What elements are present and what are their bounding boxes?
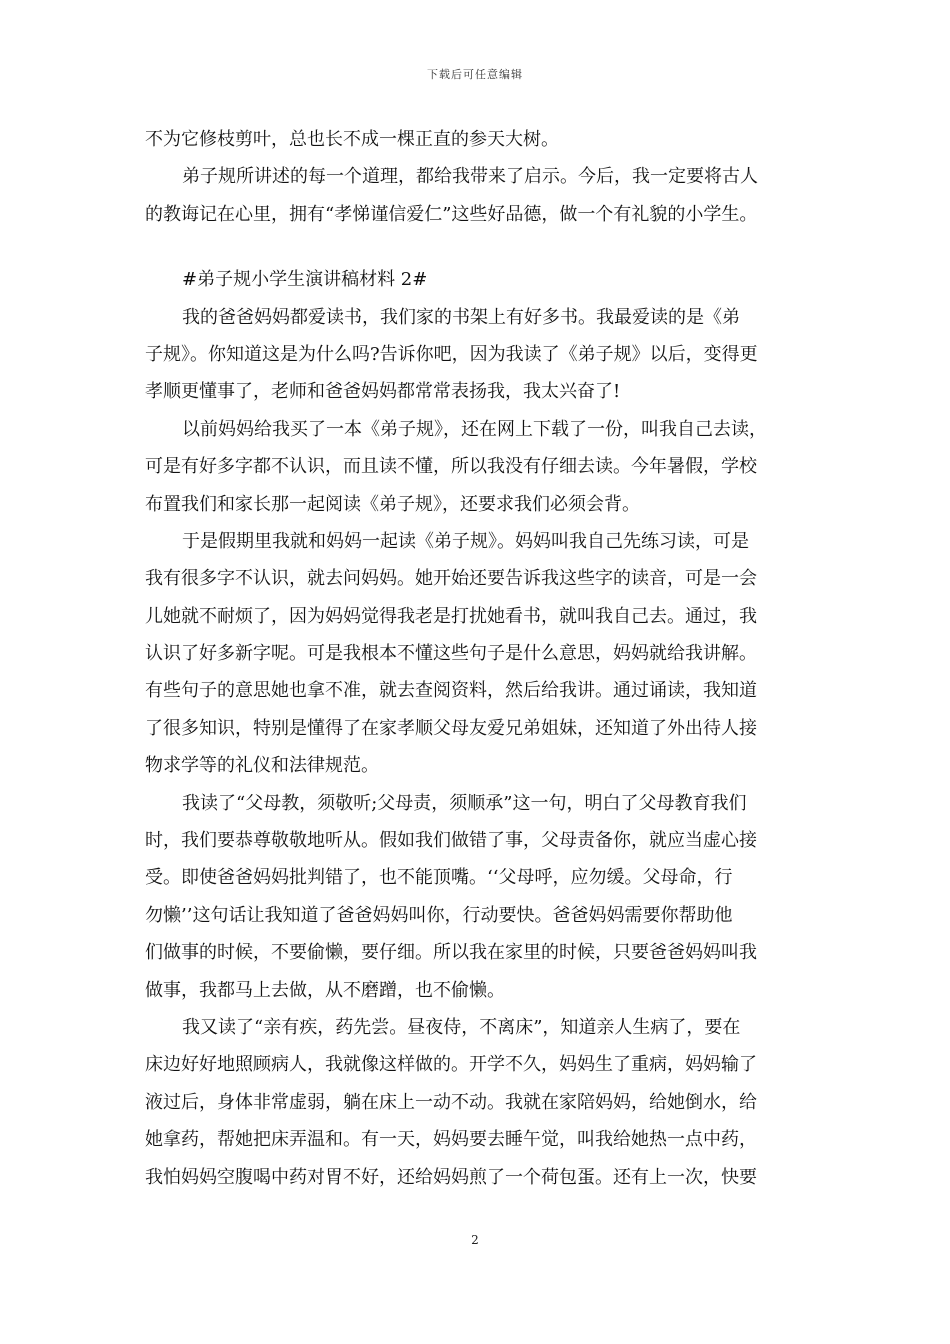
paragraph-3 [145, 299, 817, 411]
text-line: 做事，我都马上去做，从不磨蹭，也不偷懒。 [145, 979, 505, 1001]
paragraph-1 [145, 121, 817, 158]
text-line: 子规》。你知道这是为什么吗?告诉你吧，因为我读了《弟子规》以后，变得更 [145, 343, 758, 365]
text-line: 物求学等的礼仪和法律规范。 [145, 755, 379, 777]
text-line: 儿她就不耐烦了，因为妈妈觉得我老是打扰她看书，就叫我自己去。通过，我 [145, 605, 757, 627]
paragraph-5 [145, 523, 817, 785]
text-line: 我读了“父母教，须敬听;父母责，须顺承”这一句，明白了父母教育我们 [182, 792, 747, 814]
text-line: 不为它修枝剪叶，总也长不成一棵正直的参天大树。 [145, 129, 559, 150]
paragraph-7 [145, 1009, 817, 1196]
paragraph-4 [145, 411, 817, 523]
text-line: 液过后，身体非常虚弱，躺在床上一动不动。我就在家陪妈妈，给她倒水，给 [145, 1091, 757, 1113]
text-line: 认识了好多新字呢。可是我根本不懂这些句子是什么意思，妈妈就给我讲解。 [145, 643, 757, 665]
section-gap [145, 233, 817, 261]
text-line: 们做事的时候，不要偷懒，要仔细。所以我在家里的时候，只要爸爸妈妈叫我 [145, 942, 757, 964]
text-line: 勿懒’’这句话让我知道了爸爸妈妈叫你，行动要快。爸爸妈妈需要你帮助他 [145, 904, 733, 926]
text-line: 可是有好多字都不认识，而且读不懂，所以我没有仔细去读。今年暑假，学校 [145, 456, 757, 478]
text-line: 以前妈妈给我买了一本《弟子规》，还在网上下载了一份，叫我自己去读， [182, 418, 767, 440]
page-header: 下载后可任意编辑 [427, 68, 523, 81]
heading-text: #弟子规小学生演讲稿材料 2# [182, 269, 428, 291]
text-line: 时，我们要恭尊敬敬地听从。假如我们做错了事，父母责备你，就应当虚心接 [145, 830, 757, 852]
text-line: 我又读了“亲有疾，药先尝。昼夜侍，不离床”，知道亲人生病了，要在 [182, 1016, 741, 1038]
page-number: 2 [471, 1233, 479, 1247]
text-line: 的教诲记在心里，拥有“孝悌谨信爱仁”这些好品德，做一个有礼貌的小学生。 [145, 203, 758, 225]
text-line: 受。即使爸爸妈妈批判错了，也不能顶嘴。‘‘父母呼，应勿缓。父母命，行 [145, 867, 733, 889]
text-line: 我怕妈妈空腹喝中药对胃不好，还给妈妈煎了一个荷包蛋。还有上一次，快要 [145, 1166, 757, 1188]
paragraph-2 [145, 158, 817, 233]
paragraph-6 [145, 785, 817, 1009]
text-line: 于是假期里我就和妈妈一起读《弟子规》。妈妈叫我自己先练习读，可是 [182, 530, 749, 552]
text-line: 我的爸爸妈妈都爱读书，我们家的书架上有好多书。我最爱读的是《弟 [182, 306, 740, 328]
text-line: 她拿药，帮她把床弄温和。有一天，妈妈要去睡午觉，叫我给她热一点中药， [145, 1129, 757, 1151]
text-line: 有些句子的意思她也拿不准，就去查阅资料，然后给我讲。通过诵读，我知道 [145, 680, 757, 702]
text-line: 弟子规所讲述的每一个道理，都给我带来了启示。今后，我一定要将古人 [182, 166, 758, 188]
text-line: 床边好好地照顾病人，我就像这样做的。开学不久，妈妈生了重病，妈妈输了 [145, 1054, 757, 1076]
document-body [145, 121, 817, 1196]
text-line: 我有很多字不认识，就去问妈妈。她开始还要告诉我这些字的读音，可是一会 [145, 568, 757, 590]
text-line: 孝顺更懂事了，老师和爸爸妈妈都常常表扬我，我太兴奋了! [145, 381, 621, 403]
text-line: 了很多知识，特别是懂得了在家孝顺父母友爱兄弟姐妹，还知道了外出待人接 [145, 717, 757, 739]
text-line: 布置我们和家长那一起阅读《弟子规》，还要求我们必须会背。 [145, 493, 640, 515]
section-heading [145, 261, 817, 298]
